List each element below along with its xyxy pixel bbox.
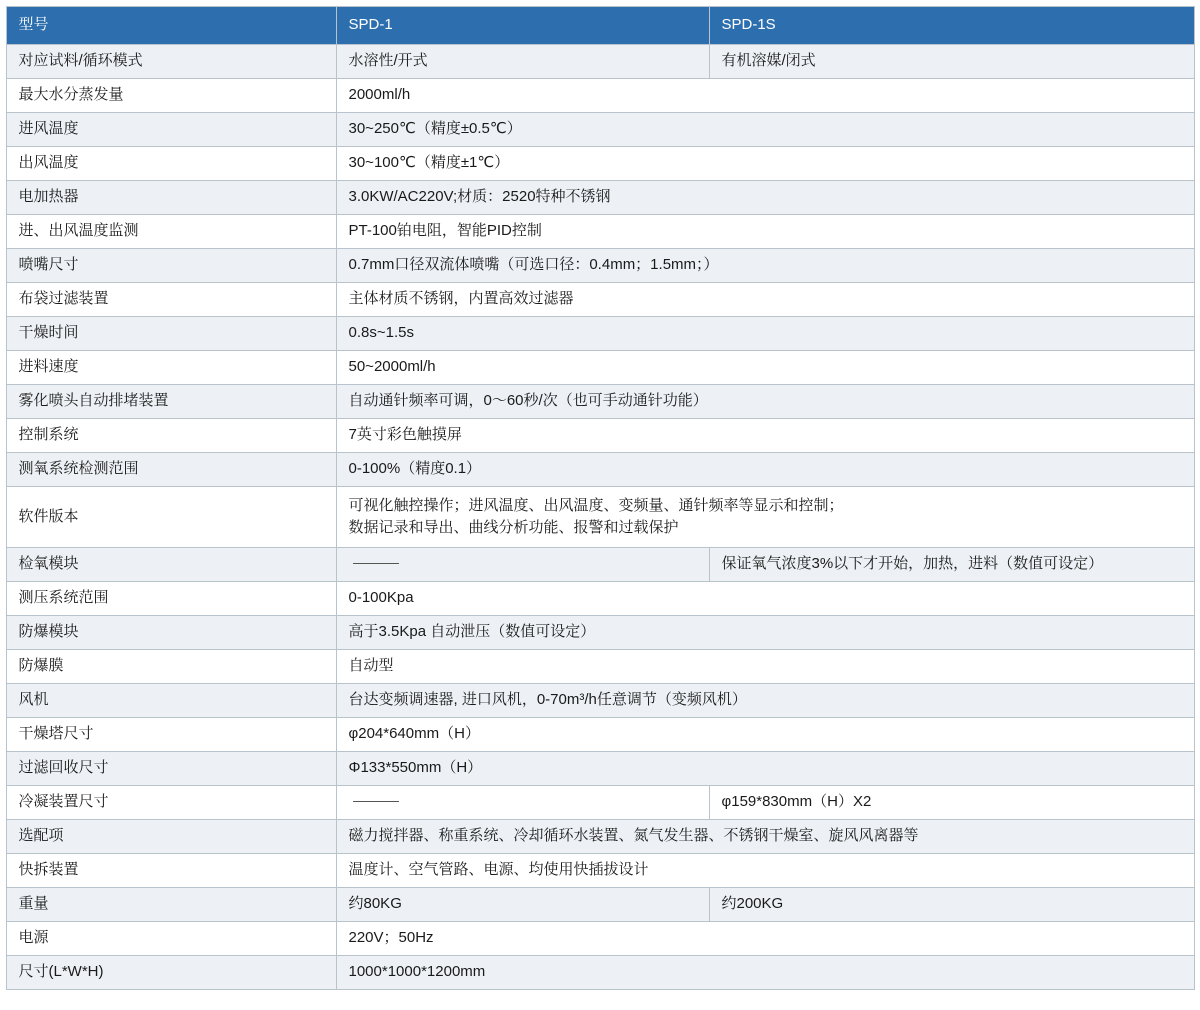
row-value-spd1s: 约200KG — [709, 888, 1194, 922]
table-body — [6, 45, 1194, 990]
row-value-spd1: 7英寸彩色触摸屏 — [336, 419, 1194, 453]
table-row — [6, 718, 1194, 752]
row-parameter-label: 测压系统范围 — [6, 582, 336, 616]
row-value-spd1: 2000ml/h — [336, 79, 1194, 113]
row-value-spd1: 水溶性/开式 — [336, 45, 709, 79]
table-row — [6, 45, 1194, 79]
row-value-spd1: 约80KG — [336, 888, 709, 922]
row-parameter-label: 干燥时间 — [6, 317, 336, 351]
table-row — [6, 385, 1194, 419]
table-row — [6, 888, 1194, 922]
row-value-spd1: 台达变频调速器, 进口风机，0-70m³/h任意调节（变频风机） — [336, 684, 1194, 718]
table-row — [6, 283, 1194, 317]
table-row — [6, 684, 1194, 718]
row-value-spd1: 30~250℃（精度±0.5℃） — [336, 113, 1194, 147]
table-header — [6, 7, 1194, 45]
row-parameter-label: 出风温度 — [6, 147, 336, 181]
table-row — [6, 79, 1194, 113]
row-parameter-label: 喷嘴尺寸 — [6, 249, 336, 283]
row-value-spd1: Φ133*550mm（H） — [336, 752, 1194, 786]
row-parameter-label: 重量 — [6, 888, 336, 922]
empty-value-dash — [353, 801, 399, 802]
row-parameter-label: 检氧模块 — [6, 548, 336, 582]
table-row — [6, 453, 1194, 487]
row-parameter-label: 防爆膜 — [6, 650, 336, 684]
row-parameter-label: 控制系统 — [6, 419, 336, 453]
row-parameter-label: 雾化喷头自动排堵装置 — [6, 385, 336, 419]
row-value-spd1: 50~2000ml/h — [336, 351, 1194, 385]
table-row — [6, 181, 1194, 215]
table-row — [6, 922, 1194, 956]
row-value-spd1: φ204*640mm（H） — [336, 718, 1194, 752]
table-row — [6, 317, 1194, 351]
table-row — [6, 147, 1194, 181]
specification-table — [6, 6, 1195, 990]
table-row — [6, 351, 1194, 385]
row-parameter-label: 快拆装置 — [6, 854, 336, 888]
row-value-spd1: 温度计、空气管路、电源、均使用快插拔设计 — [336, 854, 1194, 888]
row-value-spd1: 磁力搅拌器、称重系统、冷却循环水装置、氮气发生器、不锈钢干燥室、旋风风离器等 — [336, 820, 1194, 854]
table-row — [6, 650, 1194, 684]
column-header-spd1s: SPD-1S — [709, 7, 1194, 45]
row-parameter-label: 软件版本 — [6, 487, 336, 548]
row-value-spd1: 高于3.5Kpa 自动泄压（数值可设定） — [336, 616, 1194, 650]
row-parameter-label: 测氧系统检测范围 — [6, 453, 336, 487]
table-row — [6, 249, 1194, 283]
table-row — [6, 582, 1194, 616]
table-row — [6, 786, 1194, 820]
table-row — [6, 113, 1194, 147]
row-value-spd1: 3.0KW/AC220V;材质：2520特种不锈钢 — [336, 181, 1194, 215]
row-value-spd1 — [336, 786, 709, 820]
row-value-spd1: 30~100℃（精度±1℃） — [336, 147, 1194, 181]
table-row — [6, 752, 1194, 786]
empty-value-dash — [353, 563, 399, 564]
row-value-spd1 — [336, 487, 1194, 548]
row-value-spd1 — [336, 548, 709, 582]
row-value-spd1s: 保证氧气浓度3%以下才开始，加热，进料（数值可设定） — [709, 548, 1194, 582]
row-parameter-label: 对应试料/循环模式 — [6, 45, 336, 79]
row-parameter-label: 布袋过滤装置 — [6, 283, 336, 317]
row-value-spd1: 220V；50Hz — [336, 922, 1194, 956]
row-parameter-label: 风机 — [6, 684, 336, 718]
table-row — [6, 487, 1194, 548]
row-value-line-1: 可视化触控操作；进风温度、出风温度、变频量、通针频率等显示和控制； — [348, 496, 844, 514]
row-value-spd1: 0.7mm口径双流体喷嘴（可选口径：0.4mm；1.5mm；） — [336, 249, 1194, 283]
row-parameter-label: 干燥塔尺寸 — [6, 718, 336, 752]
row-value-spd1: 自动型 — [336, 650, 1194, 684]
row-parameter-label: 最大水分蒸发量 — [6, 79, 336, 113]
table-header-row — [6, 7, 1194, 45]
row-value-spd1: PT-100铂电阻，智能PID控制 — [336, 215, 1194, 249]
row-value-spd1s: 有机溶媒/闭式 — [709, 45, 1194, 79]
row-value-spd1: 主体材质不锈钢，内置高效过滤器 — [336, 283, 1194, 317]
row-value-spd1: 0.8s~1.5s — [336, 317, 1194, 351]
column-header-spd1: SPD-1 — [336, 7, 709, 45]
table-row — [6, 854, 1194, 888]
row-parameter-label: 电源 — [6, 922, 336, 956]
row-value-line-2: 数据记录和导出、曲线分析功能、报警和过载保护 — [348, 519, 679, 536]
table-row — [6, 548, 1194, 582]
row-parameter-label: 进、出风温度监测 — [6, 215, 336, 249]
row-parameter-label: 冷凝装置尺寸 — [6, 786, 336, 820]
row-parameter-label: 进料速度 — [6, 351, 336, 385]
table-row — [6, 616, 1194, 650]
row-value-spd1: 1000*1000*1200mm — [336, 956, 1194, 990]
row-value-spd1: 自动通针频率可调，0～60秒/次（也可手动通针功能） — [336, 385, 1194, 419]
row-parameter-label: 过滤回收尺寸 — [6, 752, 336, 786]
row-value-spd1: 0-100%（精度0.1） — [336, 453, 1194, 487]
table-row — [6, 419, 1194, 453]
column-header-model: 型号 — [6, 7, 336, 45]
row-parameter-label: 电加热器 — [6, 181, 336, 215]
row-parameter-label: 选配项 — [6, 820, 336, 854]
table-row — [6, 820, 1194, 854]
row-value-spd1s: φ159*830mm（H）X2 — [709, 786, 1194, 820]
row-parameter-label: 防爆模块 — [6, 616, 336, 650]
row-parameter-label: 尺寸(L*W*H) — [6, 956, 336, 990]
row-parameter-label: 进风温度 — [6, 113, 336, 147]
row-value-spd1: 0-100Kpa — [336, 582, 1194, 616]
table-row — [6, 956, 1194, 990]
table-row — [6, 215, 1194, 249]
